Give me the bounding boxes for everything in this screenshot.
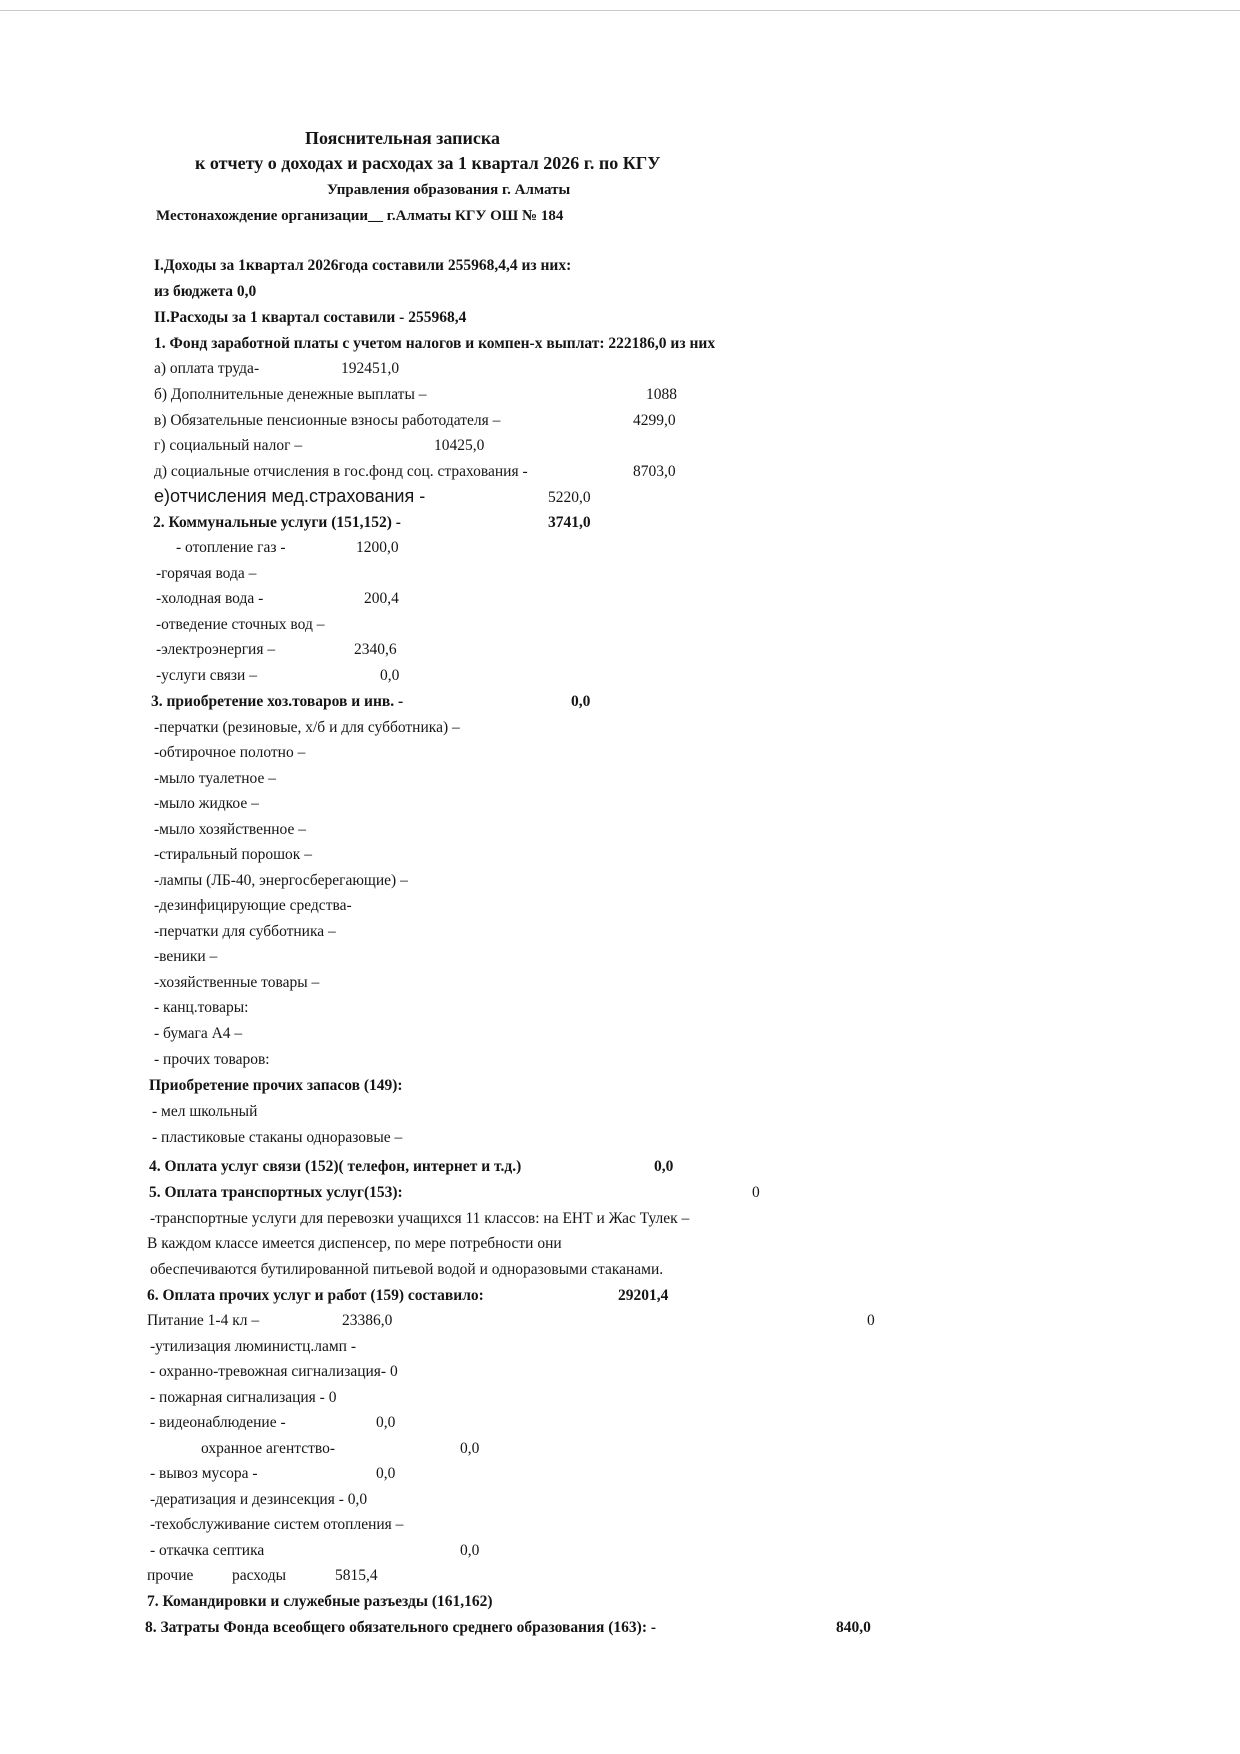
s2-item-value: 2340,6 <box>354 641 397 658</box>
s3-item: -обтирочное полотно – <box>154 744 306 761</box>
s2-item-value: 1200,0 <box>356 539 399 556</box>
s3-item: -веники – <box>154 948 218 965</box>
other-supplies-item: - пластиковые стаканы одноразовые – <box>152 1129 403 1146</box>
s5-line: В каждом классе имеется диспенсер, по мере потребности они <box>147 1235 562 1252</box>
s2-item-label: -холодная вода - <box>156 590 264 607</box>
s6-item-label: - видеонаблюдение - <box>150 1414 286 1431</box>
document-subtitle: к отчету о доходах и расходах за 1 квартал 2026 г. по КГУ <box>195 153 661 173</box>
s6-item-label: -техобслуживание систем отопления – <box>150 1516 404 1533</box>
section-6-title: 6. Оплата прочих услуг и работ (159) составило: <box>147 1287 484 1304</box>
s6-other-value: 5815,4 <box>335 1567 378 1584</box>
s6-item-value: 0,0 <box>376 1414 396 1431</box>
s6-item-label: охранное агентство- <box>201 1440 335 1457</box>
s1-item-value: 4299,0 <box>633 412 676 429</box>
s1-item-label: а) оплата труда- <box>154 360 260 377</box>
s1-item-value: 10425,0 <box>434 437 485 454</box>
s6-food-value: 23386,0 <box>342 1312 393 1329</box>
s3-item: -хозяйственные товары – <box>154 974 320 991</box>
income-budget-line: из бюджета 0,0 <box>154 283 257 300</box>
s6-item-label: - откачка септика <box>150 1542 265 1559</box>
s6-item-value: 0,0 <box>376 1465 396 1482</box>
s6-other-label: прочие <box>147 1567 194 1584</box>
section-8-title: 8. Затраты Фонда всеобщего обязательного среднего образования (163): - <box>145 1619 657 1636</box>
s1-item-label: г) социальный налог – <box>154 437 303 454</box>
s2-item-value: 200,4 <box>364 590 399 607</box>
section-4-title: 4. Оплата услуг связи (152)( телефон, интернет и т.д.) <box>149 1158 522 1175</box>
s2-item-label: - отопление газ - <box>176 539 286 556</box>
s3-item: -мыло туалетное – <box>154 770 277 787</box>
s6-food-extra: 0 <box>867 1312 875 1329</box>
s3-item: -мыло жидкое – <box>154 795 259 812</box>
s6-item-value: 0,0 <box>460 1440 480 1457</box>
s5-line: -транспортные услуги для перевозки учащихся 11 классов: на ЕНТ и Жас Тулек – <box>150 1210 690 1227</box>
s3-item: -стиральный порошок – <box>154 846 312 863</box>
top-border-line <box>0 10 1240 11</box>
s3-item: -перчатки (резиновые, х/б и для субботника) – <box>154 719 460 736</box>
s6-item-label: - пожарная сигнализация - 0 <box>150 1389 337 1406</box>
section-6-total: 29201,4 <box>618 1287 669 1304</box>
s3-item: -лампы (ЛБ-40, энергосберегающие) – <box>154 872 408 889</box>
s5-line: обеспечиваются бутилированной питьевой водой и одноразовыми стаканами. <box>150 1261 664 1278</box>
section-5-title: 5. Оплата транспортных услуг(153): <box>149 1184 403 1201</box>
s1-item-value: 192451,0 <box>341 360 400 377</box>
s6-item-label: -дератизация и дезинсекция - 0,0 <box>150 1491 368 1508</box>
s1-item-label: д) социальные отчисления в гос.фонд соц. страхования - <box>154 463 528 480</box>
section-4-value: 0,0 <box>654 1158 674 1175</box>
s1-item-label: в) Обязательные пенсионные взносы работодателя – <box>154 412 501 429</box>
other-supplies-title: Приобретение прочих запасов (149): <box>149 1077 403 1094</box>
s1-item-value: 5220,0 <box>548 489 591 506</box>
s3-item: -перчатки для субботника – <box>154 923 336 940</box>
s2-item-label: -отведение сточных вод – <box>156 616 325 633</box>
s2-item-label: -услуги связи – <box>156 667 257 684</box>
s3-item: -дезинфицирующие средства- <box>154 897 352 914</box>
section-7-title: 7. Командировки и служебные разъезды (161,162) <box>147 1593 493 1610</box>
other-supplies-item: - мел школьный <box>152 1103 258 1120</box>
income-line: I.Доходы за 1квартал 2026года составили 255968,4,4 из них: <box>154 257 572 274</box>
document-title: Пояснительная записка <box>305 128 501 148</box>
s3-item: - бумага А4 – <box>154 1025 243 1042</box>
section-2-title: 2. Коммунальные услуги (151,152) - <box>153 514 401 531</box>
s2-item-label: -электроэнергия – <box>156 641 276 658</box>
section-3-total: 0,0 <box>571 693 591 710</box>
section-3-title: 3. приобретение хоз.товаров и инв. - <box>151 693 404 710</box>
s6-item-value: 0,0 <box>460 1542 480 1559</box>
s6-food-label: Питание 1-4 кл – <box>147 1312 260 1329</box>
s1-item-value: 8703,0 <box>633 463 676 480</box>
department-line: Управления образования г. Алматы <box>327 182 571 198</box>
s3-item: - прочих товаров: <box>154 1051 270 1068</box>
s3-item: - канц.товары: <box>154 999 249 1016</box>
s6-item-label: -утилизация люминистц.ламп - <box>150 1338 356 1355</box>
s2-item-value: 0,0 <box>380 667 400 684</box>
s1-item-label: е)отчисления мед.страхования - <box>154 486 426 506</box>
s6-other-label: расходы <box>232 1567 287 1584</box>
s6-item-label: - вывоз мусора - <box>150 1465 258 1482</box>
section-5-value: 0 <box>752 1184 760 1201</box>
section-8-value: 840,0 <box>836 1619 871 1636</box>
s3-item: -мыло хозяйственное – <box>154 821 306 838</box>
s6-item-label: - охранно-тревожная сигнализация- 0 <box>150 1363 398 1380</box>
section-2-total: 3741,0 <box>548 514 591 531</box>
expenses-total-line: II.Расходы за 1 квартал составили - 255968,4 <box>154 309 467 326</box>
s1-item-value: 1088 <box>646 386 677 403</box>
location-line: Местонахождение организации__ г.Алматы КГУ ОШ № 184 <box>156 208 564 224</box>
section-1-title: 1. Фонд заработной платы с учетом налогов и компен-х выплат: 222186,0 из них <box>154 335 716 352</box>
s1-item-label: б) Дополнительные денежные выплаты – <box>154 386 427 403</box>
s2-item-label: -горячая вода – <box>156 565 257 582</box>
